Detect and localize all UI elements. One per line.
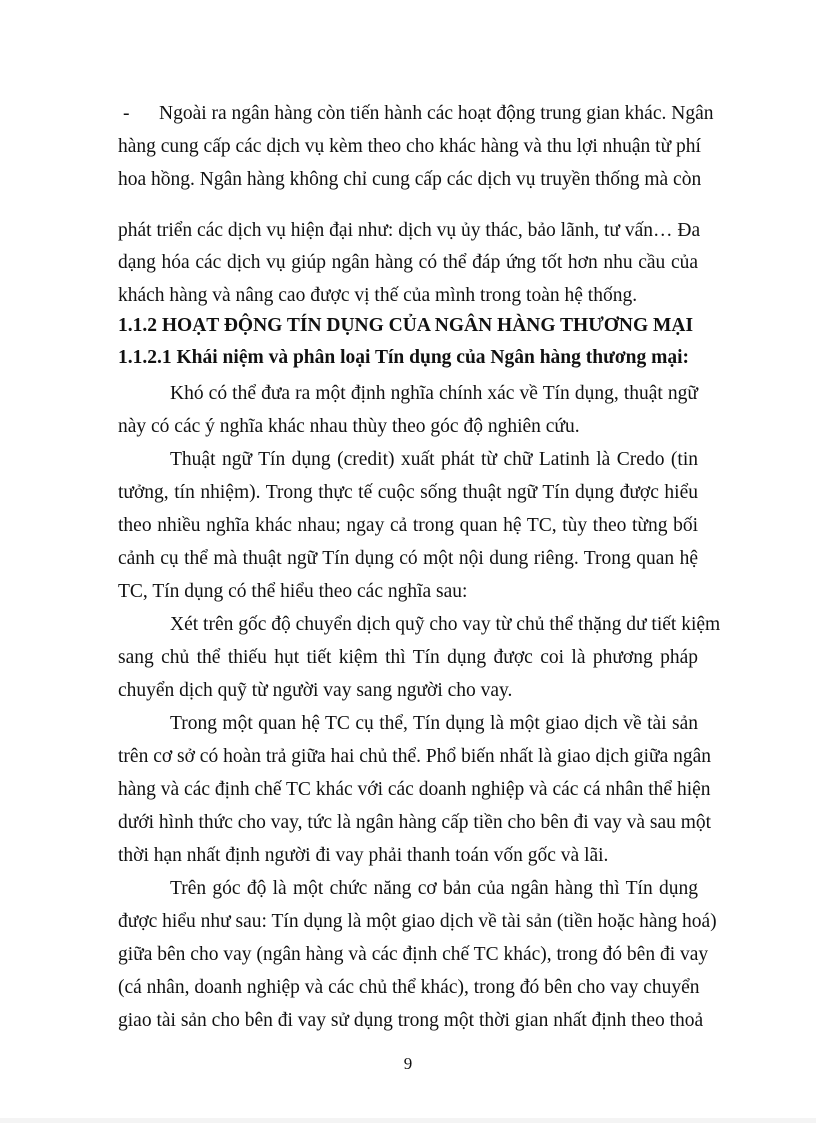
subsection-heading: 1.1.2.1 Khái niệm và phân loại Tín dụng của Ngân hàng thương mại: <box>118 347 689 368</box>
text-line: Khó có thể đưa ra một định nghĩa chính xác về Tín dụng, thuật ngữ <box>170 383 698 404</box>
text-line: hoa hồng. Ngân hàng không chỉ cung cấp các dịch vụ truyền thống mà còn <box>118 169 702 190</box>
text-line: tưởng, tín nhiệm). Trong thực tế cuộc sống thuật ngữ Tín dụng được hiểu <box>118 482 698 503</box>
text-line: thời hạn nhất định người đi vay phải thanh toán vốn gốc và lãi. <box>118 845 609 866</box>
text-line: sang chủ thể thiếu hụt tiết kiệm thì Tín dụng được coi là phương pháp <box>118 647 698 668</box>
text-line: hàng và các định chế TC khác với các doanh nghiệp và các cá nhân thể hiện <box>118 779 711 800</box>
text-line: cảnh cụ thể mà thuật ngữ Tín dụng có một nội dung riêng. Trong quan hệ <box>118 548 698 569</box>
text-line: giữa bên cho vay (ngân hàng và các định chế TC khác), trong đó bên đi vay <box>118 944 709 965</box>
text-line: giao tài sản cho bên đi vay sử dụng trong một thời gian nhất định theo thoả <box>118 1010 704 1031</box>
page-bottom-edge <box>0 1118 816 1123</box>
text-line: Trong một quan hệ TC cụ thể, Tín dụng là một giao dịch về tài sản <box>170 713 698 734</box>
text-line: Ngoài ra ngân hàng còn tiến hành các hoạt động trung gian khác. Ngân <box>159 103 714 124</box>
text-line: TC, Tín dụng có thể hiểu theo các nghĩa sau: <box>118 581 468 602</box>
text-line: phát triển các dịch vụ hiện đại như: dịch vụ ủy thác, bảo lãnh, tư vấn… Đa <box>118 220 701 241</box>
text-line: khách hàng và nâng cao được vị thế của mình trong toàn hệ thống. <box>118 285 638 306</box>
text-line: hàng cung cấp các dịch vụ kèm theo cho khác hàng và thu lợi nhuận từ phí <box>118 136 701 157</box>
text-line: dạng hóa các dịch vụ giúp ngân hàng có thể đáp ứng tốt hơn nhu cầu của <box>118 252 698 273</box>
bullet-marker: - <box>123 103 130 124</box>
text-line: Thuật ngữ Tín dụng (credit) xuất phát từ chữ Latinh là Credo (tin <box>170 449 698 470</box>
text-line: Xét trên gốc độ chuyển dịch quỹ cho vay từ chủ thể thặng dư tiết kiệm <box>170 614 721 635</box>
text-line: được hiểu như sau: Tín dụng là một giao dịch về tài sản (tiền hoặc hàng hoá) <box>118 911 717 932</box>
page-number: 9 <box>403 1054 413 1073</box>
text-line: (cá nhân, doanh nghiệp và các chủ thể khác), trong đó bên cho vay chuyển <box>118 977 700 998</box>
section-heading: 1.1.2 HOẠT ĐỘNG TÍN DỤNG CỦA NGÂN HÀNG THƯƠNG MẠI <box>118 315 694 336</box>
text-line: này có các ý nghĩa khác nhau thùy theo góc độ nghiên cứu. <box>118 416 580 437</box>
text-line: chuyển dịch quỹ từ người vay sang người cho vay. <box>118 680 513 701</box>
text-line: Trên góc độ là một chức năng cơ bản của ngân hàng thì Tín dụng <box>170 878 698 899</box>
text-line: dưới hình thức cho vay, tức là ngân hàng cấp tiền cho bên đi vay và sau một <box>118 812 712 833</box>
text-line: trên cơ sở có hoàn trả giữa hai chủ thể. Phổ biến nhất là giao dịch giữa ngân <box>118 746 712 767</box>
text-line: theo nhiều nghĩa khác nhau; ngay cả trong quan hệ TC, tùy theo từng bối <box>118 515 698 536</box>
